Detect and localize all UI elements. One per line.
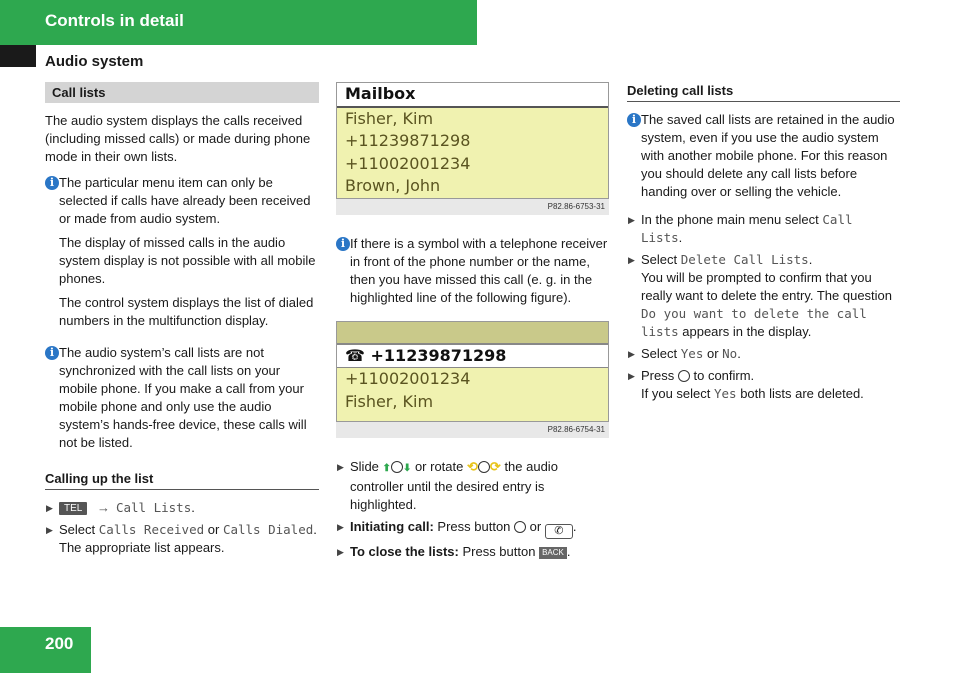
calling-list-heading: Calling up the list: [45, 470, 319, 490]
triangle-right-icon: ▶: [46, 503, 53, 513]
step-confirm: [627, 367, 900, 403]
info-icon: i: [45, 346, 59, 360]
info-note-menu-item: [45, 174, 319, 330]
controller-knob-icon: [391, 461, 403, 473]
step-text: If you select: [641, 386, 711, 401]
chapter-tab-marker: [0, 45, 36, 67]
step-text: Slide: [350, 459, 379, 474]
info-text: If there is a symbol with a telephone receiver in front of the phone number or the name, then you have missed this call (e. g. in the highlighted line of the following figure).: [350, 235, 608, 305]
info-icon: i: [336, 237, 350, 251]
step-slide-rotate: [336, 458, 610, 514]
arrow-glyph: →: [96, 500, 110, 515]
triangle-right-icon: ▶: [628, 255, 635, 265]
step-select-list: ▶ Select Calls Received or Calls Dialed. The appropriate list appears.: [46, 522, 317, 555]
step-text: or: [706, 346, 719, 361]
step-text: or: [207, 522, 220, 537]
slide-arrows-icon: ⬆: [382, 463, 391, 474]
step-text: or: [529, 519, 542, 534]
step-text: Press: [641, 368, 675, 383]
info-text: The audio system’s call lists are not synchronized with the call lists on your mobile phone. If you make a call from your mobile phone and only use the audio system’s hands-free device, these calls will not be listed.: [59, 345, 307, 450]
column-display: [336, 82, 610, 565]
step-text: Select: [59, 522, 96, 537]
menu-call-lists: Call Lists: [115, 500, 192, 515]
tel-key: TEL: [59, 502, 87, 515]
triangle-right-icon: ▶: [628, 371, 635, 381]
display-screenshot-mailbox: [336, 82, 609, 215]
page-number-box: [0, 627, 91, 673]
phone-receiver-icon: ✆: [545, 524, 573, 539]
triangle-right-icon: ▶: [337, 462, 344, 472]
menu-call-lists: Call Lists: [641, 212, 853, 245]
screen-row-highlighted: [337, 344, 608, 369]
controller-knob-icon: [678, 370, 690, 382]
menu-calls-dialed: Calls Dialed: [222, 522, 314, 537]
triangle-right-icon: ▶: [628, 215, 635, 225]
triangle-right-icon: ▶: [337, 547, 344, 557]
delete-lists-heading: Deleting call lists: [627, 82, 900, 102]
step-text: the audio controller until the desired entry is highlighted.: [350, 459, 558, 512]
option-yes: Yes: [714, 386, 737, 401]
info-text: The control system displays the list of dialed numbers in the multifunction display.: [59, 295, 314, 328]
screen-top-bar: [337, 322, 608, 344]
step-text: Press button: [437, 519, 511, 534]
step-text: In the phone main menu select: [641, 212, 819, 227]
display-question: Do you want to delete the call lists: [641, 306, 867, 339]
back-key: BACK: [539, 547, 567, 559]
step-close-lists: ▶ To close the lists: Press button BACK .: [337, 544, 571, 559]
step-initiate-call: ▶ Initiating call: Press button or ✆ .: [337, 519, 577, 537]
screen-row: +11239871298: [345, 131, 471, 150]
rotate-arrows-icon: ⟳: [489, 459, 501, 474]
screen-row: Brown, John: [345, 176, 441, 195]
step-text: Select: [641, 346, 678, 361]
step-text: Select: [641, 252, 678, 267]
screen-title: Mailbox: [337, 83, 608, 108]
screen-row: +11002001234: [345, 369, 471, 388]
step-text: both lists are deleted.: [740, 386, 864, 401]
step-text: Press button: [462, 544, 536, 559]
triangle-right-icon: ▶: [628, 349, 635, 359]
step-select-yes-no: ▶ Select Yes or No.: [628, 346, 741, 361]
info-note-retained: [627, 111, 900, 201]
info-text: The particular menu item can only be selected if calls have already been received or made from audio system.: [59, 175, 311, 226]
step-label: To close the lists:: [350, 544, 459, 559]
info-icon: i: [45, 176, 59, 190]
screen-row: +11002001234: [345, 153, 471, 173]
column-delete-lists: [627, 82, 900, 407]
page-number: 200: [45, 634, 74, 653]
option-yes: Yes: [680, 346, 704, 361]
rotate-arrows-icon: ⟲: [467, 459, 478, 474]
phone-receiver-icon: ☎: [345, 345, 365, 365]
menu-calls-received: Calls Received: [98, 522, 205, 537]
figure-code: P82.86-6754-31: [336, 422, 609, 438]
info-note-missed-symbol: [336, 235, 610, 307]
section-title: Audio system: [45, 53, 144, 70]
step-tel: ▶ TEL → Call Lists.: [46, 500, 195, 515]
step-delete-call-lists: ▶ Select Delete Call Lists. You will be prompted to confirm that you really want to delete the entry. The question Do you want to delete the call lists appears in the display.: [628, 252, 893, 339]
call-lists-heading: Call lists: [45, 82, 319, 103]
screen-row: Fisher, Kim: [345, 391, 434, 411]
info-text: The display of missed calls in the audio system display is not possible with all mobile phones.: [59, 235, 316, 286]
step-text: appears in the display.: [682, 324, 812, 339]
menu-delete-call-lists: Delete Call Lists: [680, 252, 809, 267]
triangle-right-icon: ▶: [337, 522, 344, 532]
screen-row: Fisher, Kim: [345, 108, 434, 128]
triangle-right-icon: ▶: [46, 525, 53, 535]
step-select-call-lists: ▶ In the phone main menu select Call Lists.: [628, 212, 853, 245]
call-lists-intro: The audio system displays the calls received (including missed calls) or made during phone mode in their own lists.: [45, 113, 311, 164]
step-text: or rotate: [414, 459, 464, 474]
step-label: Initiating call:: [350, 519, 434, 534]
figure-code: P82.86-6753-31: [336, 199, 609, 215]
display-screenshot-missed: [336, 321, 609, 439]
step-result: The appropriate list appears.: [59, 540, 225, 555]
slide-arrows-icon: ⬇: [402, 463, 412, 474]
option-no: No: [722, 346, 738, 361]
screen-highlight-number: +11239871298: [370, 345, 507, 365]
info-icon: i: [627, 113, 641, 127]
chapter-title: Controls in detail: [45, 11, 184, 30]
step-text: You will be prompted to confirm that you really want to delete the entry. The question: [641, 270, 893, 303]
info-text: The saved call lists are retained in the audio system, even if you use the audio system with another mobile phone. For this reason you should delete any call lists before handing over or selling the vehicle.: [641, 112, 895, 199]
column-call-lists: [45, 82, 319, 561]
info-note-sync: [45, 344, 319, 452]
step-text: to confirm.: [693, 368, 755, 383]
controller-knob-icon: [478, 461, 490, 473]
controller-knob-icon: [514, 521, 526, 533]
